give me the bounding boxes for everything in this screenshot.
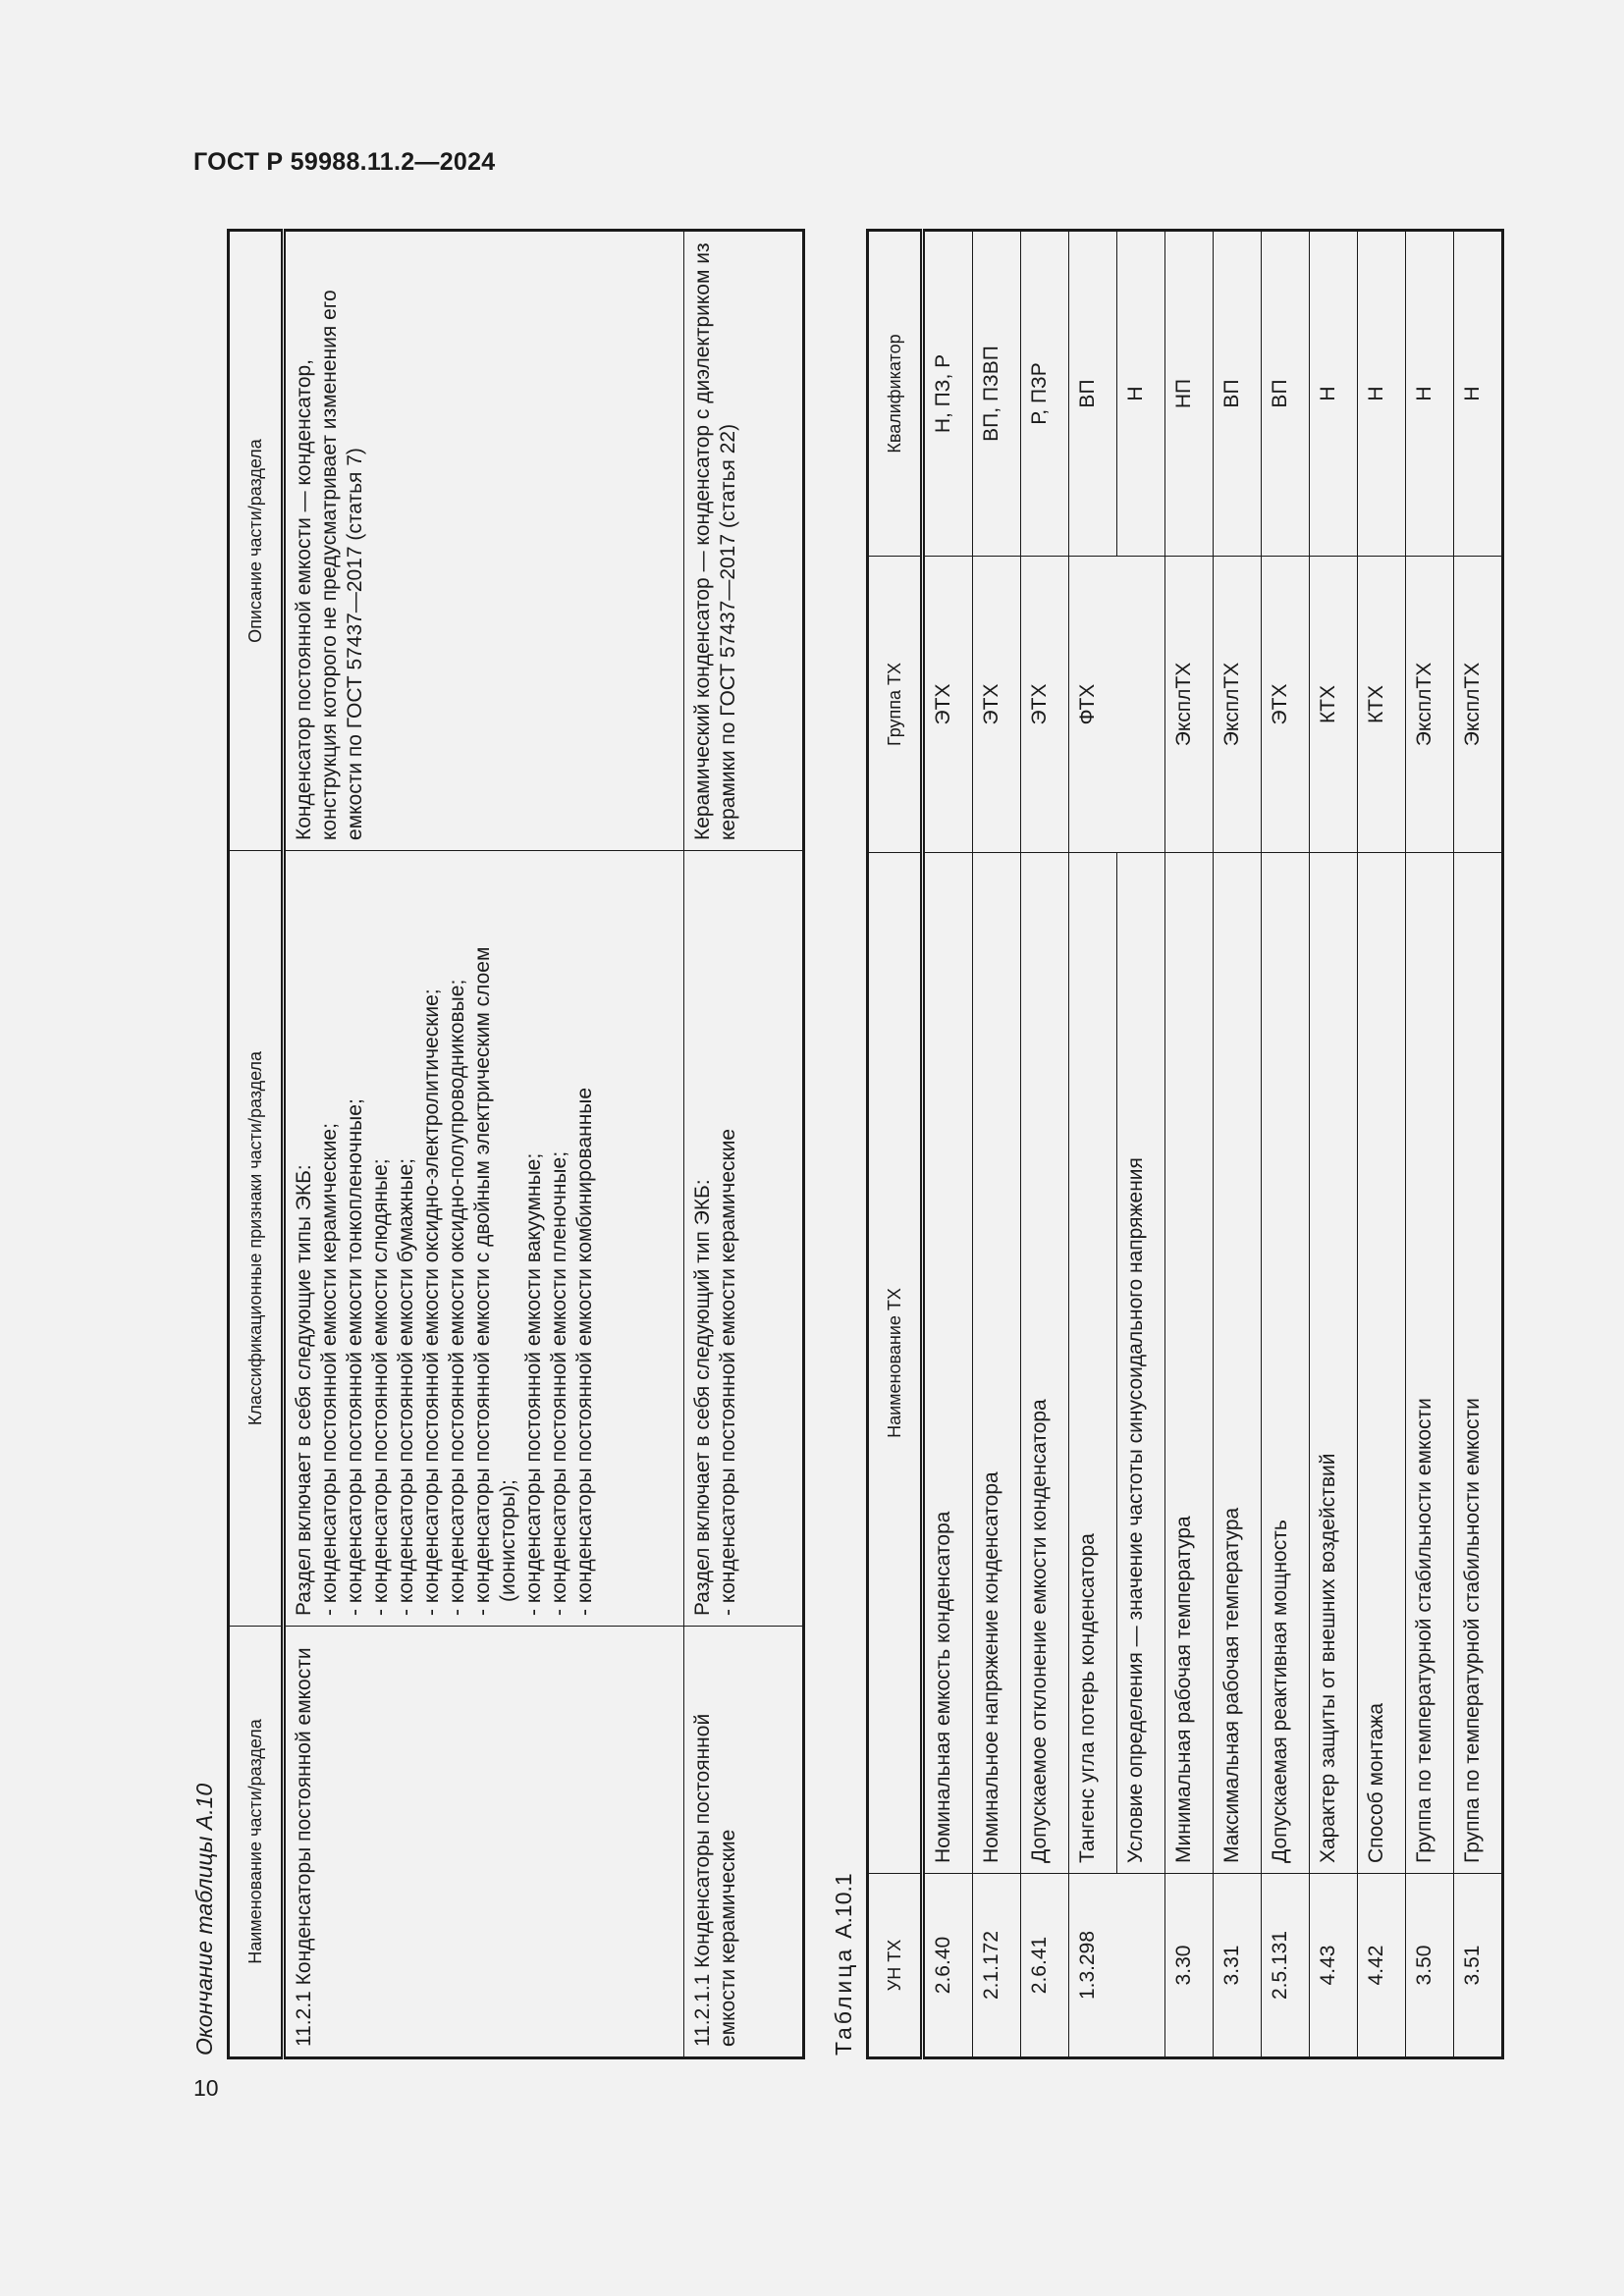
- tx-qualifier: Н: [1454, 231, 1503, 557]
- tx-group: ЭксплТХ: [1454, 557, 1503, 853]
- tx-name: Допускаемая реактивная мощность: [1262, 853, 1310, 1874]
- features-intro: Раздел включает в себя следующий тип ЭКБ:: [691, 1179, 714, 1616]
- table-row: [923, 231, 973, 2058]
- tx-id: 4.42: [1358, 1874, 1406, 2058]
- table-a10-caption: Окончание таблицы А.10: [191, 1783, 217, 2056]
- section-description: Конденсатор постоянной емкости — конденсатор, конструкция которого не предусматривает изменения его емкости по ГОСТ 57437—2017 (статья 7): [284, 231, 684, 851]
- section-name: 11.2.1 Конденсаторы постоянной емкости: [284, 1627, 684, 2058]
- tx-name: Группа по температурной стабильности емкости: [1406, 853, 1454, 1874]
- tx-qualifier: Н: [1406, 231, 1454, 557]
- list-item: - конденсаторы постоянной емкости керамические: [716, 861, 741, 1616]
- column-header: Описание части/раздела: [229, 231, 284, 851]
- table-row: [1310, 231, 1358, 2058]
- features-list: [716, 861, 741, 1616]
- tx-name: Минимальная рабочая температура: [1165, 853, 1214, 1874]
- tx-group: КТХ: [1358, 557, 1406, 853]
- table-row: [1214, 231, 1262, 2058]
- table-header-row: [229, 231, 284, 2058]
- features-list: [317, 861, 598, 1616]
- table-row: [973, 231, 1021, 2058]
- table-row: [1454, 231, 1503, 2058]
- tx-group: ФТХ: [1069, 557, 1165, 853]
- list-item: - конденсаторы постоянной емкости оксидно-электролитические;: [419, 861, 445, 1616]
- tx-group: ЭТХ: [973, 557, 1021, 853]
- table-row: [284, 231, 684, 2058]
- list-item: - конденсаторы постоянной емкости керамические;: [317, 861, 343, 1616]
- list-item: - конденсаторы постоянной емкости оксидно-полупроводниковые;: [445, 861, 470, 1616]
- tx-name: Номинальная емкость конденсатора: [923, 853, 973, 1874]
- tx-id: 2.5.131: [1262, 1874, 1310, 2058]
- tx-group: ЭксплТХ: [1165, 557, 1214, 853]
- table-row: [1069, 231, 1117, 2058]
- tx-qualifier: ВП: [1262, 231, 1310, 557]
- document-header: ГОСТ Р 59988.11.2—2024: [193, 148, 496, 176]
- list-item: - конденсаторы постоянной емкости пленочные;: [547, 861, 572, 1616]
- caption-word: Таблица: [831, 1946, 856, 2056]
- tx-qualifier: ВП: [1069, 231, 1117, 557]
- tx-id: 3.31: [1214, 1874, 1262, 2058]
- section-name: 11.2.1.1 Конденсаторы постоянной емкости керамические: [684, 1627, 804, 2058]
- tx-name: Группа по температурной стабильности емкости: [1454, 853, 1503, 1874]
- tx-group: ЭТХ: [1262, 557, 1310, 853]
- table-a10-1: [866, 229, 1504, 2059]
- list-item: - конденсаторы постоянной емкости тонкопленочные;: [343, 861, 368, 1616]
- tx-group: КТХ: [1310, 557, 1358, 853]
- tx-name: Допускаемое отклонение емкости конденсатора: [1021, 853, 1069, 1874]
- table-row: [1117, 231, 1165, 2058]
- features-intro: Раздел включает в себя следующие типы ЭКБ:: [293, 1164, 315, 1616]
- tx-id: 2.6.41: [1021, 1874, 1069, 2058]
- table-a10-block: [182, 232, 801, 2059]
- table-a10: [227, 229, 805, 2059]
- tx-group: ЭТХ: [1021, 557, 1069, 853]
- section-description: Керамический конденсатор — конденсатор с диэлектриком из керамики по ГОСТ 57437—2017 (статья 22): [684, 231, 804, 851]
- table-a10-1-block: [821, 232, 1512, 2059]
- tx-name: Характер защиты от внешних воздействий: [1310, 853, 1358, 1874]
- table-a10-1-caption: [821, 232, 866, 2059]
- tx-id: 1.3.298: [1069, 1874, 1165, 2058]
- tx-id: 2.1.172: [973, 1874, 1021, 2058]
- caption-number: А.10.1: [831, 1873, 856, 1939]
- tx-group: ЭксплТХ: [1406, 557, 1454, 853]
- list-item: - конденсаторы постоянной емкости с двойным электрическим слоем (ионисторы);: [470, 861, 521, 1616]
- tx-id: 3.50: [1406, 1874, 1454, 2058]
- tx-qualifier: ВП: [1214, 231, 1262, 557]
- table-row: [1021, 231, 1069, 2058]
- table-header-row: [868, 231, 923, 2058]
- tx-qualifier: Р, ПЗР: [1021, 231, 1069, 557]
- section-features: [684, 851, 804, 1627]
- list-item: - конденсаторы постоянной емкости бумажные;: [394, 861, 419, 1616]
- tx-id: 4.43: [1310, 1874, 1358, 2058]
- table-row: [684, 231, 804, 2058]
- tx-qualifier: Н, ПЗ, Р: [923, 231, 973, 557]
- section-features: [284, 851, 684, 1627]
- tx-qualifier: Н: [1358, 231, 1406, 557]
- table-row: [1165, 231, 1214, 2058]
- tx-name: Номинальное напряжение конденсатора: [973, 853, 1021, 1874]
- column-header: Классификационные признаки части/раздела: [229, 851, 284, 1627]
- table-row: [1358, 231, 1406, 2058]
- tx-qualifier: Н: [1310, 231, 1358, 557]
- list-item: - конденсаторы постоянной емкости вакуумные;: [521, 861, 547, 1616]
- tx-id: 3.30: [1165, 1874, 1214, 2058]
- column-header: УН ТХ: [868, 1874, 923, 2058]
- tx-group: ЭксплТХ: [1214, 557, 1262, 853]
- column-header: Наименование ТХ: [868, 853, 923, 1874]
- tx-id: 2.6.40: [923, 1874, 973, 2058]
- tx-name: Максимальная рабочая температура: [1214, 853, 1262, 1874]
- list-item: - конденсаторы постоянной емкости слюдяные;: [368, 861, 394, 1616]
- tx-id: 3.51: [1454, 1874, 1503, 2058]
- table-row: [1406, 231, 1454, 2058]
- column-header: Квалификатор: [868, 231, 923, 557]
- tx-name: Тангенс угла потерь конденсатора: [1069, 853, 1117, 1874]
- page-number: 10: [193, 2075, 219, 2101]
- column-header: Группа ТХ: [868, 557, 923, 853]
- list-item: - конденсаторы постоянной емкости комбинированные: [572, 861, 598, 1616]
- tx-qualifier: ВП, ПЗВП: [973, 231, 1021, 557]
- column-header: Наименование части/раздела: [229, 1627, 284, 2058]
- tx-condition: Условие определения — значение частоты синусоидального напряжения: [1117, 853, 1165, 1874]
- table-row: [1262, 231, 1310, 2058]
- tx-qualifier: НП: [1165, 231, 1214, 557]
- tx-name: Способ монтажа: [1358, 853, 1406, 1874]
- tx-group: ЭТХ: [923, 557, 973, 853]
- tx-qualifier: Н: [1117, 231, 1165, 557]
